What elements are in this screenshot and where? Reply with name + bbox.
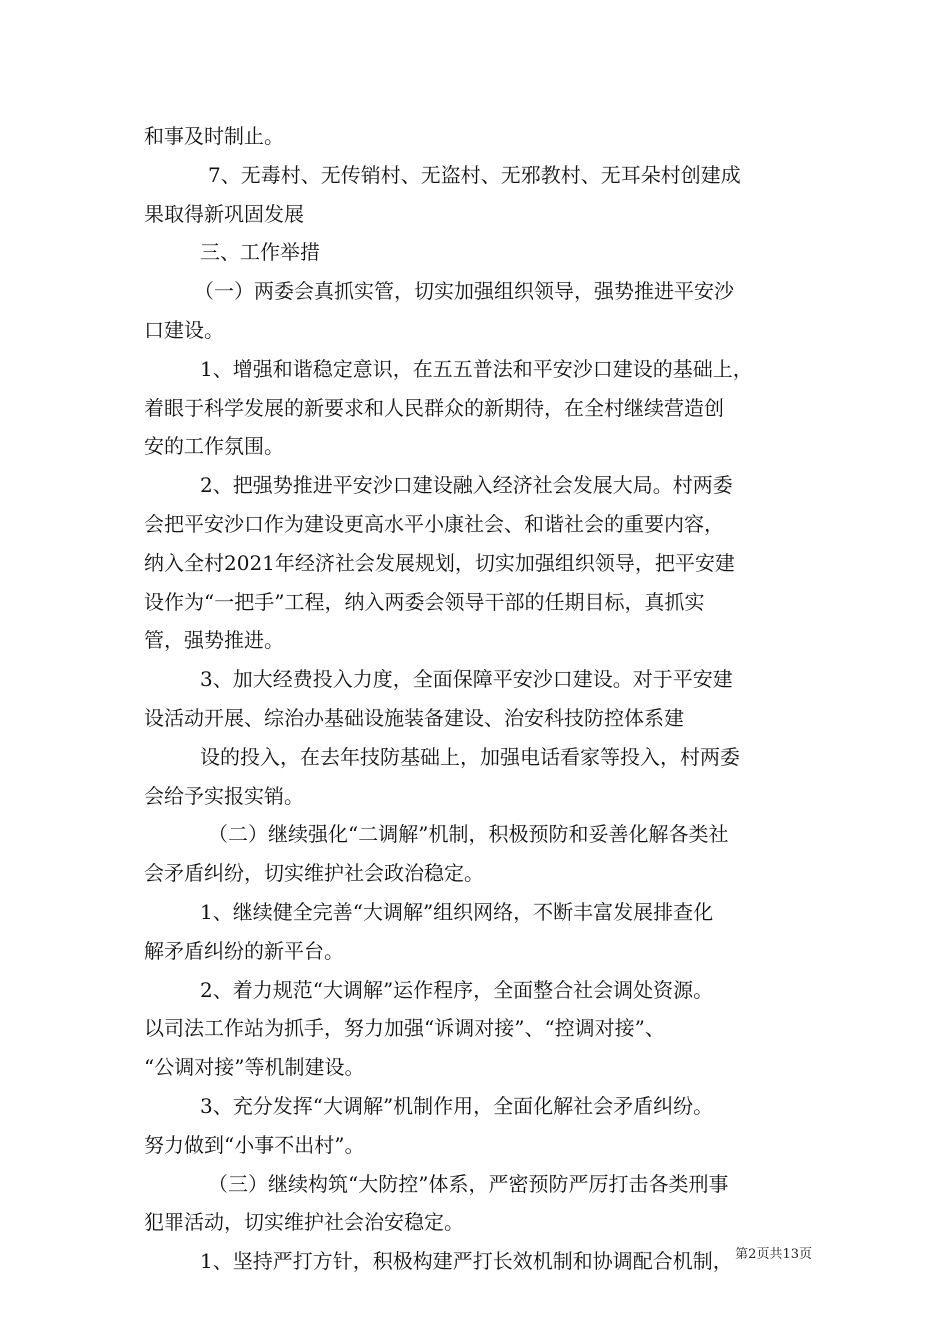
text-line: 1、坚持严打方针，积极构建严打长效机制和协调配合机制， xyxy=(200,1249,733,1274)
text-line: 设的投入，在去年技防基础上，加强电话看家等投入，村两委 xyxy=(200,744,740,769)
text-line: 会给予实报实销。 xyxy=(144,783,304,808)
text-line: 犯罪活动，切实维护社会治安稳定。 xyxy=(144,1210,464,1235)
text-line: 管，强势推进。 xyxy=(144,628,284,653)
text-line: 2、着力规范“大调解”运作程序，全面整合社会调处资源。 xyxy=(200,977,714,1002)
page-number: 第2页共13页 xyxy=(735,1247,812,1262)
text-line: 3、加大经费投入力度，全面保障平安沙口建设。对于平安建 xyxy=(200,667,733,692)
text-line: 设活动开展、综治办基础设施装备建设、治安科技防控体系建 xyxy=(144,705,684,730)
text-line: 会把平安沙口作为建设更高水平小康社会、和谐社会的重要内容， xyxy=(144,511,724,536)
text-line: 努力做到“小事不出村”。 xyxy=(144,1132,365,1157)
text-line: 以司法工作站为抓手，努力加强“诉调对接”、“控调对接”、 xyxy=(144,1016,665,1041)
section-heading: 三、工作举措 xyxy=(200,240,320,265)
text-line: “公调对接”等机制建设。 xyxy=(144,1055,365,1080)
text-line: 口建设。 xyxy=(144,317,224,342)
text-line: 7、无毒村、无传销村、无盗村、无邪教村、无耳朵村创建成 xyxy=(208,162,741,187)
document-body xyxy=(144,117,812,1281)
text-line: 3、充分发挥“大调解”机制作用，全面化解社会矛盾纠纷。 xyxy=(200,1093,714,1118)
subsection-heading: （二）继续强化“二调解”机制，积极预防和妥善化解各类社 xyxy=(208,822,729,847)
text-line: 会矛盾纠纷，切实维护社会政治稳定。 xyxy=(144,861,484,886)
subsection-heading: （三）继续构筑“大防控”体系，严密预防严厉打击各类刑事 xyxy=(208,1171,729,1196)
text-line: 安的工作氛围。 xyxy=(144,434,284,459)
text-line: 设作为“一把手”工程，纳入两委会领导干部的任期目标，真抓实 xyxy=(144,589,705,614)
text-line: 着眼于科学发展的新要求和人民群众的新期待，在全村继续营造创 xyxy=(144,395,724,420)
text-line: 果取得新巩固发展 xyxy=(144,201,304,226)
text-line: 解矛盾纠纷的新平台。 xyxy=(144,938,344,963)
text-line: 2、把强势推进平安沙口建设融入经济社会发展大局。村两委 xyxy=(200,473,733,498)
text-line: 和事及时制止。 xyxy=(144,124,284,148)
text-line: 1、继续健全完善“大调解”组织网络，不断丰富发展排查化 xyxy=(200,899,714,924)
subsection-heading: （一）两委会真抓实管，切实加强组织领导，强势推进平安沙 xyxy=(194,279,734,304)
text-line: 1、增强和谐稳定意识，在五五普法和平安沙口建设的基础上， xyxy=(200,356,753,381)
text-line: 纳入全村2021年经济社会发展规划，切实加强组织领导，把平安建 xyxy=(144,550,735,575)
